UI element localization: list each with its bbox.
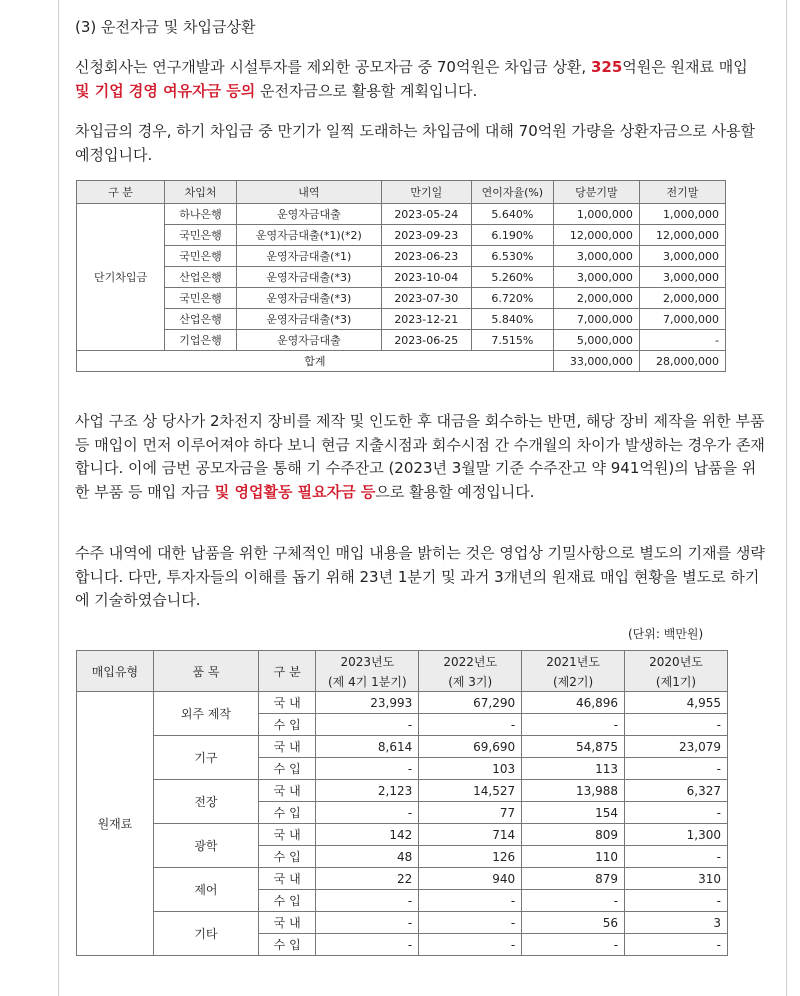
debt-rate: 5.260% [471, 267, 553, 288]
material-value-cell: - [419, 714, 522, 736]
debt-row [77, 309, 726, 330]
debt-header-prior: 전기말 [639, 181, 725, 204]
material-value-cell: 126 [419, 846, 522, 868]
material-value-cell: 714 [419, 824, 522, 846]
material-value-cell: - [316, 758, 419, 780]
material-kind-cell: 국 내 [258, 692, 315, 714]
material-value-cell: 67,290 [419, 692, 522, 714]
material-kind-cell: 국 내 [258, 824, 315, 846]
material-value-cell: 23,079 [625, 736, 728, 758]
material-row [77, 736, 728, 758]
material-value-cell: 77 [419, 802, 522, 824]
debt-detail: 운영자금대출(*3) [236, 288, 381, 309]
debt-header-rate: 연이자율(%) [471, 181, 553, 204]
debt-row [77, 225, 726, 246]
debt-header-maturity: 만기일 [381, 181, 471, 204]
material-header-period-2022: (제 3기) [419, 671, 522, 692]
debt-prior: 12,000,000 [639, 225, 725, 246]
debt-maturity: 2023-10-04 [381, 267, 471, 288]
debt-maturity: 2023-12-21 [381, 309, 471, 330]
debt-row [77, 288, 726, 309]
debt-header-current: 당분기말 [553, 181, 639, 204]
material-value-cell: 154 [522, 802, 625, 824]
material-kind-cell: 수 입 [258, 802, 315, 824]
debt-lender: 산업은행 [165, 309, 237, 330]
material-type-cell: 원재료 [77, 692, 154, 956]
material-header-kind: 구 분 [258, 651, 315, 692]
material-value-cell: - [419, 890, 522, 912]
material-value-cell: 142 [316, 824, 419, 846]
debt-rate: 6.720% [471, 288, 553, 309]
material-item-cell: 제어 [153, 868, 258, 912]
debt-prior: - [639, 330, 725, 351]
material-value-cell: 54,875 [522, 736, 625, 758]
material-item-cell: 전장 [153, 780, 258, 824]
material-value-cell: 4,955 [625, 692, 728, 714]
material-header-row [77, 651, 728, 672]
para1-text-a: 신청회사는 연구개발과 시설투자를 제외한 공모자금 중 70억원은 차입금 상환, [75, 58, 591, 76]
debt-prior: 7,000,000 [639, 309, 725, 330]
debt-rate: 6.190% [471, 225, 553, 246]
material-value-cell: - [625, 802, 728, 824]
material-header-item: 품 목 [153, 651, 258, 692]
para3-text-c: 으로 활용할 예정입니다. [375, 482, 535, 501]
material-item-cell: 기구 [153, 736, 258, 780]
debt-current: 12,000,000 [553, 225, 639, 246]
debt-prior: 2,000,000 [639, 288, 725, 309]
material-value-cell: 46,896 [522, 692, 625, 714]
debt-lender: 국민은행 [165, 288, 237, 309]
debt-prior: 1,000,000 [639, 204, 725, 225]
material-value-cell: - [625, 846, 728, 868]
debt-lender: 하나은행 [165, 204, 237, 225]
debt-current: 2,000,000 [553, 288, 639, 309]
paragraph-purchase-disclosure: 수주 내역에 대한 납품을 위한 구체적인 매입 내용을 밝히는 것은 영업상 기밀사항으로 별도의 기재를 생략합니다. 다만, 투자자들의 이해를 돕기 위해 23년 1분기 및 과거 3개년의 원재료 매입 현황을 별도로 하기에 기술하였습니다. [75, 544, 765, 609]
material-row [77, 868, 728, 890]
material-value-cell: 14,527 [419, 780, 522, 802]
material-kind-cell: 국 내 [258, 780, 315, 802]
debt-lender: 산업은행 [165, 267, 237, 288]
material-value-cell: - [625, 758, 728, 780]
material-value-cell: 2,123 [316, 780, 419, 802]
para1-highlight-amount: 325 [590, 58, 623, 76]
material-header-period-2020: (제1기) [625, 671, 728, 692]
material-value-cell: 69,690 [419, 736, 522, 758]
debt-rate: 6.530% [471, 246, 553, 267]
material-kind-cell: 국 내 [258, 912, 315, 934]
material-row [77, 824, 728, 846]
debt-header-lender: 차입처 [165, 181, 237, 204]
material-kind-cell: 수 입 [258, 758, 315, 780]
debt-total-row [77, 351, 726, 372]
material-value-cell: - [625, 714, 728, 736]
material-item-cell: 광학 [153, 824, 258, 868]
material-value-cell: - [316, 714, 419, 736]
para3-highlight: 및 영업활동 필요자금 등 [214, 482, 376, 501]
material-header-period-2021: (제2기) [522, 671, 625, 692]
debt-maturity: 2023-09-23 [381, 225, 471, 246]
debt-detail: 운영자금대출(*1)(*2) [236, 225, 381, 246]
material-value-cell: - [522, 890, 625, 912]
material-value-cell: 103 [419, 758, 522, 780]
material-header-year-2023: 2023년도 [316, 651, 419, 672]
material-kind-cell: 수 입 [258, 890, 315, 912]
para1-text-e: 운전자금으로 활용할 계획입니다. [255, 81, 478, 100]
debt-detail: 운영자금대출 [236, 204, 381, 225]
material-value-cell: - [522, 934, 625, 956]
material-value-cell: 23,993 [316, 692, 419, 714]
material-value-cell: - [316, 912, 419, 934]
material-row [77, 780, 728, 802]
material-value-cell: - [316, 934, 419, 956]
material-value-cell: - [419, 912, 522, 934]
material-value-cell: - [316, 802, 419, 824]
debt-detail: 운영자금대출(*3) [236, 309, 381, 330]
debt-current: 3,000,000 [553, 246, 639, 267]
material-value-cell: 113 [522, 758, 625, 780]
para3-text-a: 사업 구조 상 당사가 2차전지 장비를 제작 및 인도한 후 대금을 회수하는 반면, 해당 장비 제작을 위한 부품 등 매입이 먼저 이루어져야 하다 보니 현금 지출시점과 회수시점 간 수개월의 차이가 발생하는 경우가 존재합니다. 이에 금번 공모자금을 통해 기 수주잔고 (2023년 3월말 기준 수주잔고 약 941억원)의 납품을 위한 부품 등 매입 자금 [75, 412, 765, 501]
material-kind-cell: 수 입 [258, 934, 315, 956]
debt-rate: 5.640% [471, 204, 553, 225]
debt-detail: 운영자금대출(*3) [236, 267, 381, 288]
material-value-cell: 110 [522, 846, 625, 868]
debt-maturity: 2023-07-30 [381, 288, 471, 309]
material-value-cell: 3 [625, 912, 728, 934]
debt-lender: 국민은행 [165, 246, 237, 267]
material-header-period-2023: (제 4기 1분기) [316, 671, 419, 692]
debt-detail: 운영자금대출 [236, 330, 381, 351]
debt-maturity: 2023-05-24 [381, 204, 471, 225]
material-item-cell: 외주 제작 [153, 692, 258, 736]
debt-maturity: 2023-06-23 [381, 246, 471, 267]
paragraph-debt-repayment: 차입금의 경우, 하기 차입금 중 만기가 일찍 도래하는 차입금에 대해 70억원 가량을 상환자금으로 사용할 예정입니다. [75, 122, 755, 164]
material-value-cell: - [625, 934, 728, 956]
debt-row [77, 246, 726, 267]
debt-prior: 3,000,000 [639, 267, 725, 288]
debt-row [77, 330, 726, 351]
debt-detail: 운영자금대출(*1) [236, 246, 381, 267]
material-value-cell: 940 [419, 868, 522, 890]
unit-label: (단위: 백만원) [628, 627, 704, 641]
material-value-cell: 48 [316, 846, 419, 868]
material-kind-cell: 국 내 [258, 736, 315, 758]
debt-lender: 기업은행 [165, 330, 237, 351]
debt-prior: 3,000,000 [639, 246, 725, 267]
material-header-year-2021: 2021년도 [522, 651, 625, 672]
material-kind-cell: 수 입 [258, 714, 315, 736]
debt-header-category: 구 분 [77, 181, 165, 204]
material-value-cell: 13,988 [522, 780, 625, 802]
paragraph-fund-usage [75, 56, 765, 103]
debt-total-prior: 28,000,000 [639, 351, 725, 372]
material-value-cell: - [522, 714, 625, 736]
paragraph-working-capital [75, 410, 765, 504]
material-value-cell: 1,300 [625, 824, 728, 846]
material-purchase-table [76, 650, 728, 956]
debt-current: 5,000,000 [553, 330, 639, 351]
material-row [77, 912, 728, 934]
material-value-cell: 6,327 [625, 780, 728, 802]
debt-row [77, 204, 726, 225]
material-header-year-2020: 2020년도 [625, 651, 728, 672]
debt-total-current: 33,000,000 [553, 351, 639, 372]
material-header-year-2022: 2022년도 [419, 651, 522, 672]
debt-header-detail: 내역 [236, 181, 381, 204]
material-kind-cell: 수 입 [258, 846, 315, 868]
debt-lender: 국민은행 [165, 225, 237, 246]
material-item-cell: 기타 [153, 912, 258, 956]
para1-text-c: 억원은 원재료 매입 [622, 58, 748, 76]
debt-row [77, 267, 726, 288]
debt-rate: 5.840% [471, 309, 553, 330]
debt-maturity: 2023-06-25 [381, 330, 471, 351]
para1-highlight-reserve: 및 기업 경영 여유자금 등의 [75, 81, 256, 100]
debt-total-label: 합계 [77, 351, 554, 372]
material-value-cell: - [316, 890, 419, 912]
material-value-cell: 22 [316, 868, 419, 890]
material-value-cell: 809 [522, 824, 625, 846]
debt-current: 3,000,000 [553, 267, 639, 288]
debt-category-cell: 단기차입금 [77, 204, 165, 351]
debt-rate: 7.515% [471, 330, 553, 351]
debt-header-row [77, 181, 726, 204]
section-title: (3) 운전자금 및 차입금상환 [75, 18, 256, 36]
material-value-cell: - [419, 934, 522, 956]
material-row [77, 692, 728, 714]
debt-current: 7,000,000 [553, 309, 639, 330]
material-value-cell: 56 [522, 912, 625, 934]
material-value-cell: 8,614 [316, 736, 419, 758]
material-value-cell: - [625, 890, 728, 912]
debt-table [76, 180, 726, 372]
material-kind-cell: 국 내 [258, 868, 315, 890]
material-value-cell: 879 [522, 868, 625, 890]
material-value-cell: 310 [625, 868, 728, 890]
debt-current: 1,000,000 [553, 204, 639, 225]
material-header-type: 매입유형 [77, 651, 154, 692]
